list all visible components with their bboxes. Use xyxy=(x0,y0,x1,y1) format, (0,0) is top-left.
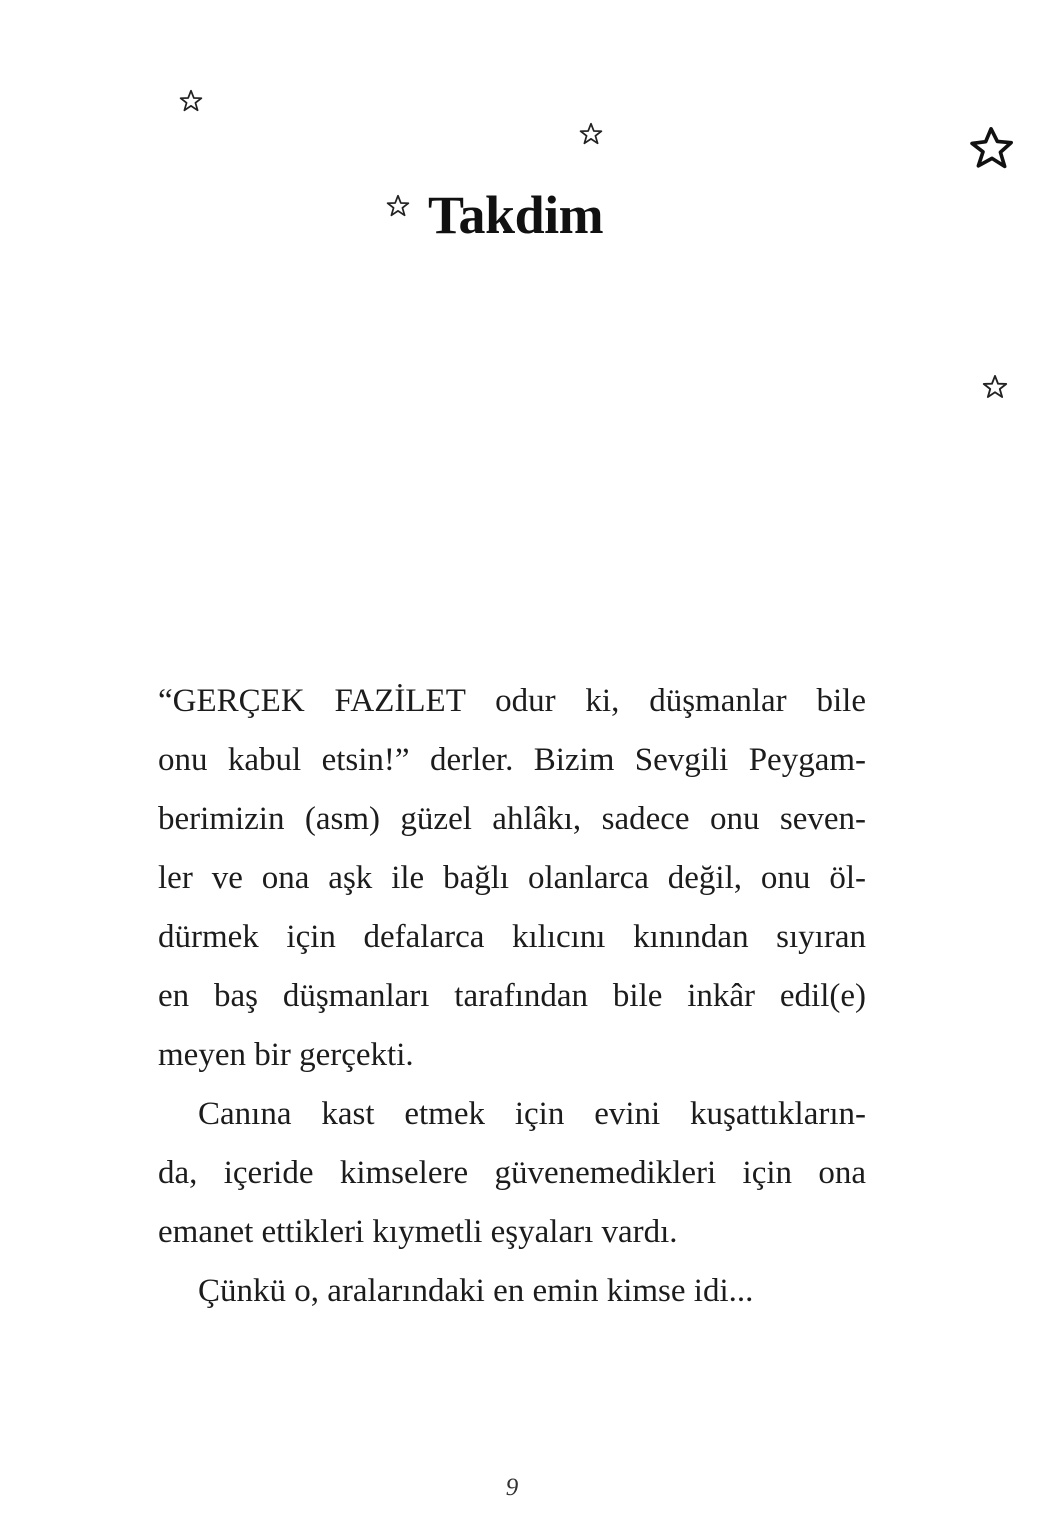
body-text xyxy=(158,672,866,1321)
text-line: “GERÇEK FAZİLET odur ki, düşmanlar bile xyxy=(158,683,866,719)
text-line: Canına kast etmek için evini kuşattıkların- xyxy=(198,1096,866,1132)
page-number: 9 xyxy=(505,1474,519,1501)
star-outline-icon xyxy=(968,125,1016,171)
text-line: Çünkü o, aralarındaki en emin kimse idi... xyxy=(198,1273,754,1309)
text-line: meyen bir gerçekti. xyxy=(158,1037,414,1073)
star-outline-icon xyxy=(578,121,604,147)
text-line: onu kabul etsin!” derler. Bizim Sevgili Peygam- xyxy=(158,742,866,778)
text-line: da, içeride kimselere güvenemedikleri için ona xyxy=(158,1155,866,1191)
text-line: emanet ettikleri kıymetli eşyaları vardı. xyxy=(158,1214,678,1250)
star-outline-icon xyxy=(178,88,204,114)
text-line: ler ve ona aşk ile bağlı olanlarca değil, onu öl- xyxy=(158,860,866,896)
page-title: Takdim xyxy=(428,185,604,245)
star-outline-icon xyxy=(981,373,1009,401)
text-line: berimizin (asm) güzel ahlâkı, sadece onu seven- xyxy=(158,801,866,837)
text-line: en baş düşmanları tarafından bile inkâr edil(e) xyxy=(158,978,866,1014)
text-line: dürmek için defalarca kılıcını kınından sıyıran xyxy=(158,919,866,955)
star-outline-icon xyxy=(385,193,411,219)
